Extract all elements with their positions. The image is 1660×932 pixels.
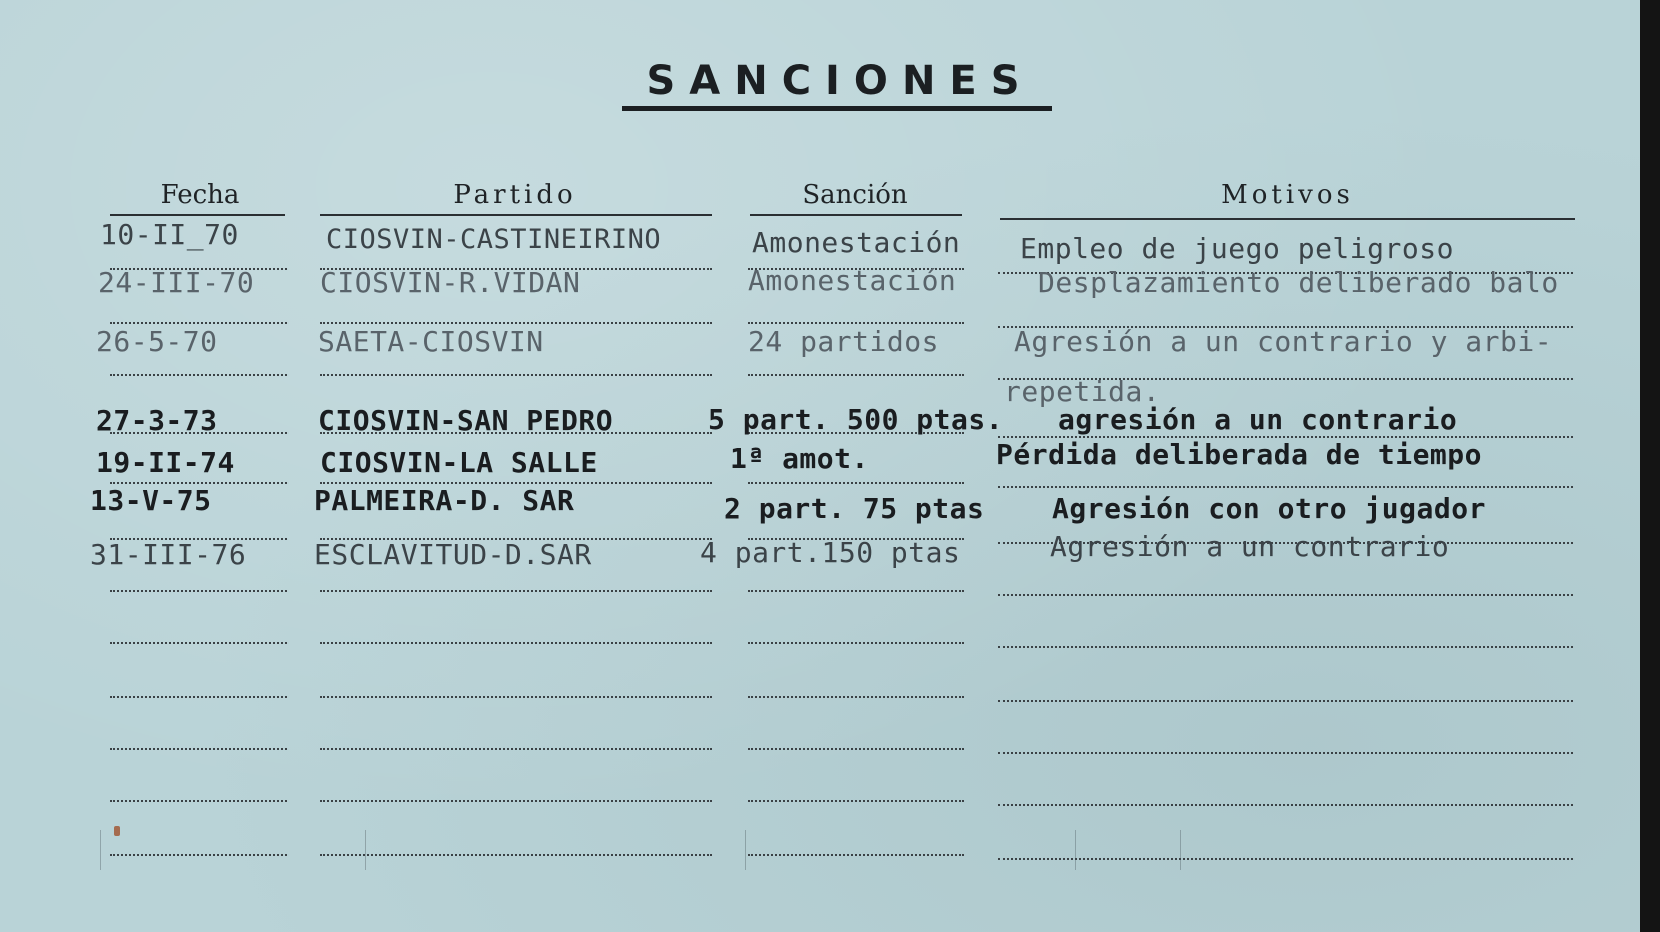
ruled-line [110, 590, 287, 592]
ruled-line [998, 700, 1573, 702]
ruled-line [320, 642, 712, 644]
row-7-motivos: Agresión a un contrario [1050, 530, 1450, 563]
scan-border [1640, 0, 1660, 932]
ruled-line [320, 854, 712, 856]
ruled-line [748, 642, 964, 644]
row-5-fecha: 19-II-74 [96, 446, 235, 479]
vertical-tick [365, 830, 366, 870]
ruled-line [320, 748, 712, 750]
ruled-line [748, 322, 964, 324]
ruled-line [110, 642, 287, 644]
ruled-line [748, 696, 964, 698]
row-2-partido: CIOSVIN-R.VIDAN [320, 266, 581, 299]
header-fecha: Fecha [160, 180, 240, 210]
header-partido: Partido [453, 180, 577, 210]
row-4-sancion: 5 part. 500 ptas. [708, 403, 1004, 436]
row-3-sancion: 24 partidos [748, 325, 939, 358]
ruled-line [998, 858, 1573, 860]
row-6-partido: PALMEIRA-D. SAR [314, 484, 575, 517]
ruled-line [320, 590, 712, 592]
row-1-fecha: 10-II_70 [100, 218, 239, 251]
row-1-motivos: Empleo de juego peligroso [1020, 232, 1454, 265]
row-6-motivos: Agresión con otro jugador [1052, 492, 1486, 525]
ruled-line [748, 748, 964, 750]
header-rule-partido [320, 214, 712, 216]
header-rule-motivos [1000, 218, 1575, 220]
page-title: SANCIONES [646, 58, 1034, 104]
ruled-line [998, 752, 1573, 754]
row-7-partido: ESCLAVITUD-D.SAR [314, 538, 592, 571]
title-underline [622, 106, 1052, 111]
ruled-line [110, 322, 287, 324]
ruled-line [748, 374, 964, 376]
ruled-line [320, 374, 712, 376]
ruled-line [998, 646, 1573, 648]
row-4-fecha: 27-3-73 [96, 404, 218, 437]
ruled-line [110, 748, 287, 750]
row-4-partido: CIOSVIN-SAN PEDRO [318, 404, 614, 437]
ruled-line [998, 594, 1573, 596]
row-7-fecha: 31-III-76 [90, 538, 247, 571]
row-3-partido: SAETA-CIOSVIN [318, 325, 544, 358]
ruled-line [110, 800, 287, 802]
ruled-line [320, 696, 712, 698]
ruled-line [110, 374, 287, 376]
row-7-sancion: 4 part.150 ptas [700, 536, 961, 569]
ruled-line [998, 804, 1573, 806]
row-5-sancion: 1ª amot. [730, 442, 869, 475]
vertical-tick [100, 830, 101, 870]
row-5-motivos: Pérdida deliberada de tiempo [996, 438, 1483, 471]
ruled-line [748, 482, 964, 484]
ruled-line [998, 486, 1573, 488]
ruled-line [748, 590, 964, 592]
row-3-motivos-continued: repetida. [1004, 375, 1161, 408]
vertical-tick [745, 830, 746, 870]
header-motivos: Motivos [1221, 180, 1354, 210]
ruled-line [748, 800, 964, 802]
header-rule-fecha [110, 214, 285, 216]
ruled-line [110, 854, 287, 856]
vertical-tick [1180, 830, 1181, 870]
ruled-line [748, 854, 964, 856]
header-rule-sancion [750, 214, 962, 216]
ink-smudge [114, 826, 120, 836]
ruled-line [110, 696, 287, 698]
row-1-sancion: Amonestación [752, 226, 961, 259]
vertical-tick [1075, 830, 1076, 870]
row-4-motivos: agresión a un contrario [1058, 403, 1458, 436]
row-6-sancion: 2 part. 75 ptas [724, 492, 985, 525]
ruled-line [320, 322, 712, 324]
row-6-fecha: 13-V-75 [90, 484, 212, 517]
header-sancion: Sanción [802, 180, 908, 210]
row-2-sancion: Amonestación [748, 264, 957, 297]
ruled-line [320, 800, 712, 802]
row-1-partido: CIOSVIN-CASTINEIRINO [326, 224, 662, 255]
row-3-fecha: 26-5-70 [96, 325, 218, 358]
row-5-partido: CIOSVIN-LA SALLE [320, 446, 598, 479]
row-3-motivos: Agresión a un contrario y arbi- [1014, 325, 1553, 358]
row-2-motivos: Desplazamiento deliberado balo [1038, 266, 1559, 299]
row-2-fecha: 24-III-70 [98, 266, 255, 299]
